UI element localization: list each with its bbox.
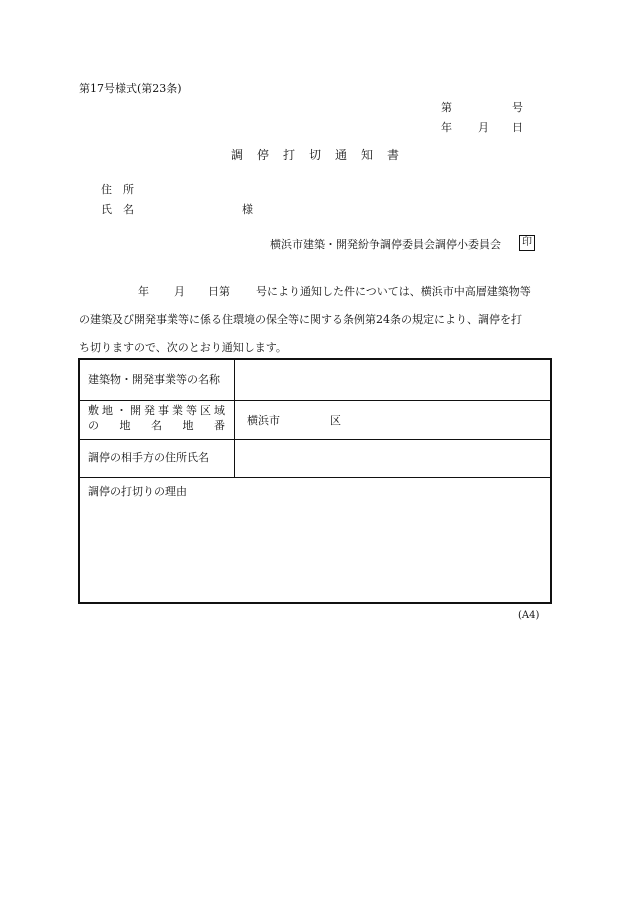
building-name-value[interactable] <box>235 360 550 400</box>
name-label: 氏 名 <box>101 203 134 216</box>
site-location-label <box>80 400 235 439</box>
body-day-dai: 日第 <box>208 285 230 298</box>
sender-name: 横浜市建築・開発紛争調停委員会調停小委員会 <box>270 238 501 251</box>
address-label: 住 所 <box>101 183 134 196</box>
title-char: 調 <box>230 148 243 162</box>
site-location-label-top: 敷 地 ・ 開 発 事 業 等 区 域 <box>88 404 225 417</box>
table-row-counterparty <box>80 439 550 478</box>
title-char: 切 <box>308 148 321 162</box>
body-line1-rest: 号により通知した件については、横浜市中高層建築物等 <box>256 285 531 298</box>
title-char: 書 <box>387 148 400 162</box>
info-table <box>78 358 552 604</box>
paper-size: (A4) <box>518 610 540 621</box>
date-day-label: 日 <box>512 121 523 134</box>
building-name-label: 建築物・開発事業等の名称 <box>80 360 235 400</box>
title-char: 打 <box>282 148 295 162</box>
number-go-label: 号 <box>512 101 523 114</box>
ward-text: 区 <box>330 414 341 427</box>
table-row-reason[interactable] <box>80 477 550 602</box>
number-dai-label: 第 <box>441 101 452 114</box>
table-row-site-location <box>80 400 550 440</box>
document-title <box>0 146 630 163</box>
honorific: 様 <box>242 203 253 216</box>
site-location-label-bottom: の 地 名 地 番 <box>88 419 225 432</box>
body-month: 月 <box>174 285 185 298</box>
seal-mark: 印 <box>519 235 535 251</box>
title-char: 知 <box>361 148 374 162</box>
body-line2: の建築及び開発事業等に係る住環境の保全等に関する条例第24条の規定により、調停を打 <box>79 313 522 326</box>
reason-label: 調停の打切りの理由 <box>88 485 187 498</box>
date-month-label: 月 <box>478 121 489 134</box>
counterparty-value[interactable] <box>235 439 550 477</box>
body-line3: ち切りますので、次のとおり通知します。 <box>79 341 287 354</box>
form-number: 第17号様式(第23条) <box>79 82 182 95</box>
body-year: 年 <box>138 285 149 298</box>
date-year-label: 年 <box>441 121 452 134</box>
city-text: 横浜市 <box>247 414 280 427</box>
title-char: 停 <box>256 148 269 162</box>
title-char: 通 <box>335 148 348 162</box>
table-row-building-name <box>80 360 550 401</box>
site-location-value[interactable] <box>235 400 550 439</box>
counterparty-label: 調停の相手方の住所氏名 <box>80 439 235 477</box>
